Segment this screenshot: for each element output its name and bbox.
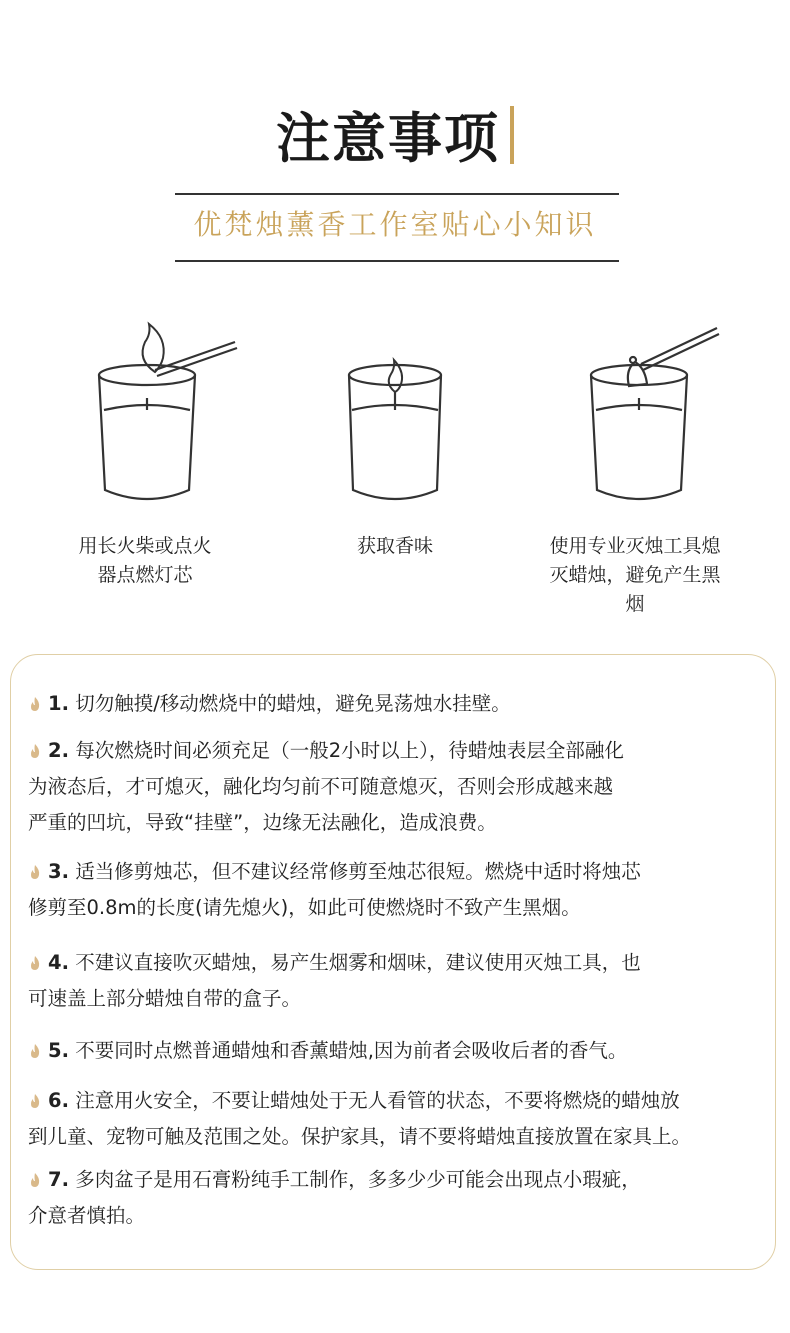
- candle-burning-icon: [335, 320, 455, 520]
- divider-top: [175, 193, 619, 195]
- flame-bullet-icon: [28, 696, 42, 712]
- tip-item: 2. 每次燃烧时间必须充足（一般2小时以上），待蜡烛表层全部融化 为液态后，才可熄灭，融化均匀前不可随意熄灭，否则会形成越来越 严重的凹坑，导致“挂壁”，边缘无法融化，造成浪费。: [28, 739, 624, 834]
- tip-item: 6. 注意用火安全，不要让蜡烛处于无人看管的状态，不要将燃烧的蜡烛放 到儿童、宠物可触及范围之处。保护家具，请不要将蜡烛直接放置在家具上。: [28, 1089, 692, 1148]
- flame-bullet-icon: [28, 743, 42, 759]
- flame-bullet-icon: [28, 1172, 42, 1188]
- step-caption-1: 用长火柴或点火 器点燃灯芯: [78, 535, 212, 586]
- step-caption-2: 获取香味: [356, 535, 433, 557]
- title-accent-bar: [510, 106, 514, 164]
- tip-item: 7. 多肉盆子是用石膏粉纯手工制作，多多少少可能会出现点小瑕疵， 介意者慎拍。: [28, 1168, 641, 1227]
- flame-bullet-icon: [28, 1093, 42, 1109]
- flame-bullet-icon: [28, 955, 42, 971]
- divider-bottom: [175, 260, 619, 262]
- tip-item: 4. 不建议直接吹灭蜡烛，易产生烟雾和烟味，建议使用灭烛工具，也 可速盖上部分蜡烛自带的盒子。: [28, 951, 641, 1010]
- page-subtitle: 优梵烛薰香工作室贴心小知识: [193, 208, 597, 241]
- candle-lighting-match-icon: [85, 320, 255, 520]
- flame-bullet-icon: [28, 864, 42, 880]
- tip-item: 3. 适当修剪烛芯，但不建议经常修剪至烛芯很短。燃烧中适时将烛芯 修剪至0.8m的长度(请先熄火)，如此可使燃烧时不致产生黑烟。: [28, 860, 641, 919]
- flame-bullet-icon: [28, 1043, 42, 1059]
- title-area: [0, 96, 790, 173]
- tip-item: 5. 不要同时点燃普通蜡烛和香薰蜡烛,因为前者会吸收后者的香气。: [28, 1033, 768, 1069]
- tip-item: 1. 切勿触摸/移动燃烧中的蜡烛，避免晃荡烛水挂壁。: [28, 686, 768, 722]
- step-caption-3: 使用专业灭烛工具熄 灭蜡烛，避免产生黑 烟: [549, 535, 721, 615]
- page-title: 注意事项: [276, 106, 500, 170]
- candle-snuffer-icon: [575, 320, 745, 520]
